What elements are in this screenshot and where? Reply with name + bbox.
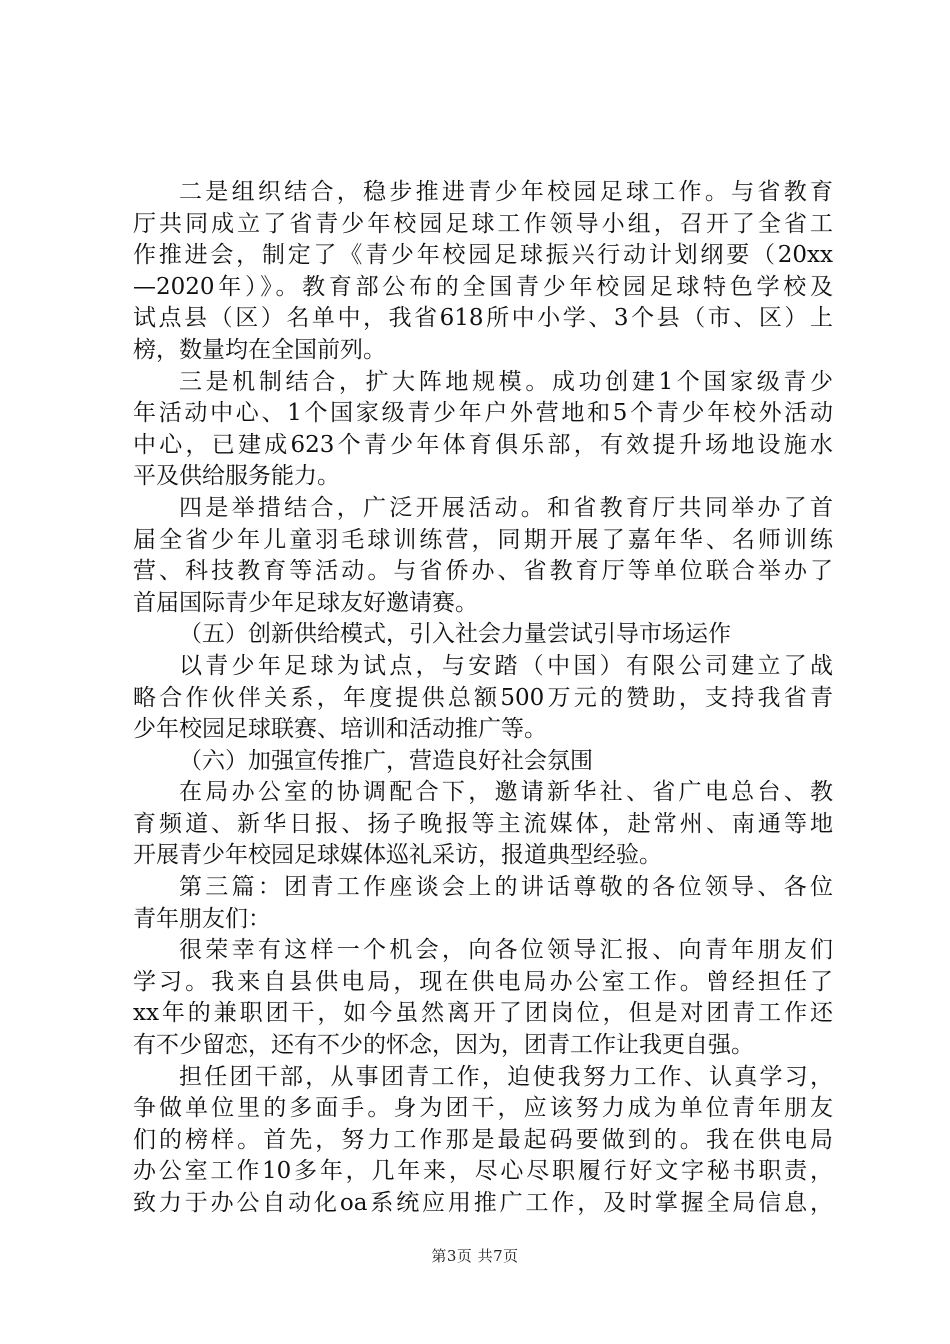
text-line: 年活动中心、1个国家级青少年户外营地和5个青少年校外活动	[133, 400, 833, 427]
text-line: xx年的兼职团干，如今虽然离开了团岗位，但是对团青工作还	[133, 1000, 833, 1027]
text-line: 在局办公室的协调配合下，邀请新华社、省广电总台、教	[179, 779, 833, 806]
text-line: 学习。我来自县供电局，现在供电局办公室工作。曾经担任了	[133, 968, 833, 995]
text-line: 们的榜样。首先，努力工作那是最起码要做到的。我在供电局	[133, 1126, 833, 1153]
text-line: 有不少留恋，还有不少的怀念，因为，团青工作让我更自强。	[133, 1032, 754, 1059]
text-line: 三是机制结合，扩大阵地规模。成功创建1个国家级青少	[179, 368, 833, 395]
text-line: 少年校园足球联赛、培训和活动推广等。	[133, 716, 547, 743]
text-line: 中心，已建成623个青少年体育俱乐部，有效提升场地设施水	[133, 431, 833, 458]
text-line: 四是举措结合，广泛开展活动。和省教育厅共同举办了首	[179, 494, 833, 521]
text-line: 担任团干部，从事团青工作，迫使我努力工作、认真学习，	[179, 1063, 833, 1090]
text-line: 略合作伙伴关系，年度提供总额500万元的赞助，支持我省青	[133, 684, 833, 711]
text-line: 致力于办公自动化oa系统应用推广工作，及时掌握全局信息，	[133, 1190, 833, 1216]
text-line: 作推进会，制定了《青少年校园足球振兴行动计划纲要（20xx	[133, 242, 833, 269]
text-line: 以青少年足球为试点，与安踏（中国）有限公司建立了战	[179, 652, 833, 679]
text-line: 营、科技教育等活动。与省侨办、省教育厅等单位联合举办了	[133, 558, 833, 585]
text-line: 很荣幸有这样一个机会，向各位领导汇报、向青年朋友们	[179, 937, 833, 964]
text-line: 第三篇：团青工作座谈会上的讲话尊敬的各位领导、各位	[179, 874, 833, 901]
text-line: 届全省少年儿童羽毛球训练营，同期开展了嘉年华、名师训练	[133, 526, 833, 553]
page-footer: 第3页 共7页	[431, 1247, 519, 1265]
text-line: 试点县（区）名单中，我省618所中小学、3个县（市、区）上	[133, 305, 833, 332]
text-line: 青年朋友们：	[133, 905, 271, 932]
text-line: （五）创新供给模式，引入社会力量尝试引导市场运作	[179, 621, 731, 648]
text-line: 开展青少年校园足球媒体巡礼采访，报道典型经验。	[133, 842, 662, 869]
text-line: 首届国际青少年足球友好邀请赛。	[133, 589, 478, 616]
text-line: 厅共同成立了省青少年校园足球工作领导小组，召开了全省工	[133, 210, 833, 237]
text-line: 争做单位里的多面手。身为团干，应该努力成为单位青年朋友	[133, 1095, 833, 1122]
text-line: —2020年）》。教育部公布的全国青少年校园足球特色学校及	[133, 273, 833, 300]
document-body	[133, 177, 833, 1220]
text-line: 办公室工作10多年，几年来，尽心尽职履行好文字秘书职责，	[133, 1158, 833, 1185]
text-line: 平及供给服务能力。	[133, 463, 340, 490]
text-line: （六）加强宣传推广，营造良好社会氛围	[179, 747, 593, 774]
text-line: 二是组织结合，稳步推进青少年校园足球工作。与省教育	[179, 179, 833, 205]
text-line: 榜，数量均在全国前列。	[133, 336, 386, 363]
text-line: 育频道、新华日报、扬子晚报等主流媒体，赴常州、南通等地	[133, 810, 833, 837]
